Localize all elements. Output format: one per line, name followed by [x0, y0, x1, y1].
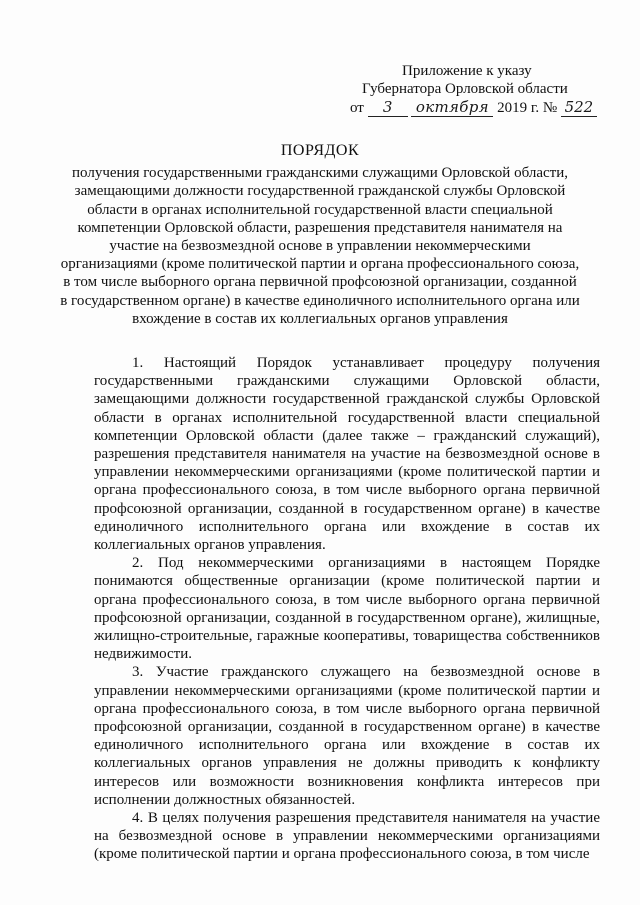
title-heading: ПОРЯДОК [280, 142, 360, 159]
paragraph-3: 3. Участие гражданского служащего на безвозмездной основе в управлении некоммерческими организациями (кроме политической партии и органа профессионального союза, в том числе выборного органа первичной профсоюзной организации, созданной в государственном органе) в качестве единоличного исполнительного органа или вхождение в состав их коллегиальных органов управления не должны приводить к конфликту интересов или возможности возникновения конфликта интересов при исполнении должностных обязанностей. [94, 664, 600, 808]
document-body [94, 354, 600, 864]
handwritten-day: 3 [368, 98, 408, 117]
document-title [60, 142, 580, 328]
paragraph-4: 4. В целях получения разрешения представителя нанимателя на участие на безвозмездной основе в управлении некоммерческими организациями (кроме политической партии и органа профессионального союза, в том числе [94, 810, 600, 863]
handwritten-month: октября [411, 98, 493, 117]
title-subtitle: получения государственными гражданскими служащими Орловской области, замещающими должности государственной гражданской службы Орловской области в органах исполнительной государственной власти специальной компетенции Орловской области, разрешения представителя нанимателя на участие на безвозмездной основе в управлении некоммерческими организациями (кроме политической партии и органа профессионального союза, в том числе выборного органа первичной профсоюзной организации, созданной в государственном органе) в качестве единоличного исполнительного органа или вхождение в состав их коллегиальных органов управления [60, 165, 580, 327]
appendix-line: Приложение к указу [402, 63, 532, 79]
date-prefix: от [350, 100, 364, 116]
appendix-issuer: Губернатора Орловской области [362, 81, 568, 97]
date-year: 2019 г. № [497, 100, 558, 116]
appendix-date-line [350, 98, 620, 117]
appendix-header [350, 62, 620, 117]
paragraph-2: 2. Под некоммерческими организациями в настоящем Порядке понимаются общественные организации (кроме политической партии и органа профессионального союза, в том числе выборного органа первичной профсоюзной организации, созданной в государственном органе), жилищные, жилищно-строительные, гаражные кооперативы, товарищества собственников недвижимости. [94, 555, 600, 663]
paragraph-1: 1. Настоящий Порядок устанавливает процедуру получения государственными гражданскими служащими Орловской области, замещающими должности государственной гражданской службы Орловской области в органах исполнительной государственной власти специальной компетенции Орловской области (далее также – гражданский служащий), разрешения представителя нанимателя на участие на безвозмездной основе в управлении некоммерческими организациями (кроме политической партии и органа профессионального союза, в том числе выборного органа первичной профсоюзной организации, созданной в государственном органе) в качестве единоличного исполнительного органа или вхождение в состав их коллегиальных органов управления. [94, 355, 600, 554]
handwritten-decree-number: 522 [561, 98, 597, 117]
